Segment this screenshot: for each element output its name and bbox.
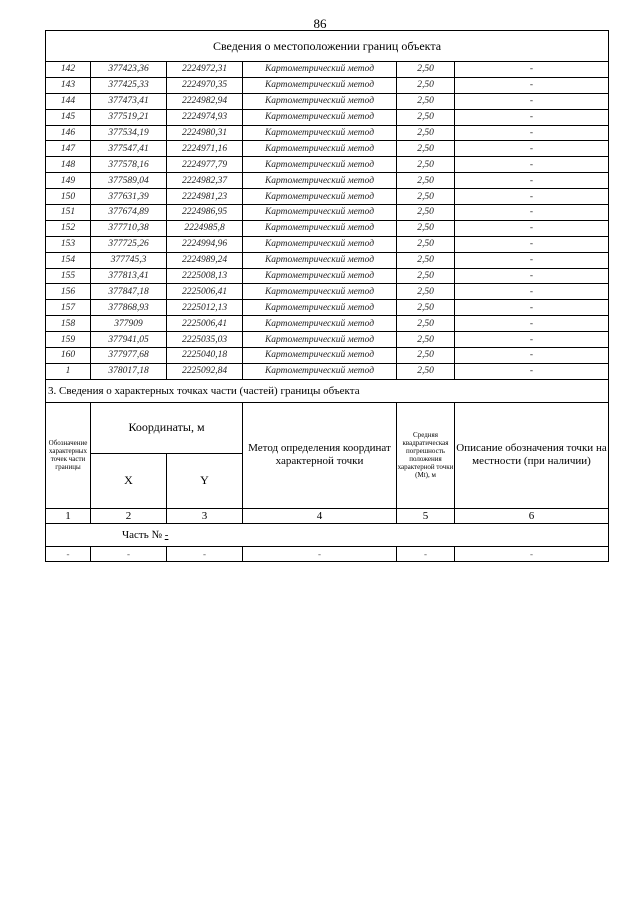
point-number: 160: [46, 348, 91, 364]
method: Картометрический метод: [243, 268, 397, 284]
description: -: [455, 300, 609, 316]
col-number: 5: [397, 508, 455, 523]
col-number: 2: [91, 508, 167, 523]
mt-value: 2,50: [397, 141, 455, 157]
method: Картометрический метод: [243, 93, 397, 109]
header-x: X: [91, 453, 167, 508]
method: Картометрический метод: [243, 348, 397, 364]
coord-y: 2225040,18: [167, 348, 243, 364]
table-row: [46, 62, 609, 78]
coord-x: 377631,39: [91, 189, 167, 205]
method: Картометрический метод: [243, 236, 397, 252]
section1-title-row: [46, 31, 609, 62]
description: -: [455, 189, 609, 205]
part-row: [46, 523, 609, 546]
section3-title: 3. Сведения о характерных точках части (частей) границы объекта: [46, 379, 609, 402]
header-y: Y: [167, 453, 243, 508]
point-number: 143: [46, 77, 91, 93]
coord-x: 377909: [91, 316, 167, 332]
description: -: [455, 205, 609, 221]
col-number: 6: [455, 508, 609, 523]
empty-cell: -: [397, 546, 455, 561]
coord-x: 377578,16: [91, 157, 167, 173]
mt-value: 2,50: [397, 93, 455, 109]
coord-x: 377941,05: [91, 332, 167, 348]
mt-value: 2,50: [397, 77, 455, 93]
header-method: Метод определения координат характерной точки: [243, 402, 397, 508]
mt-value: 2,50: [397, 284, 455, 300]
coord-y: 2224981,23: [167, 189, 243, 205]
empty-cell: -: [167, 546, 243, 561]
page-number: 86: [313, 16, 327, 31]
method: Картометрический метод: [243, 205, 397, 221]
description: -: [455, 268, 609, 284]
point-number: 152: [46, 220, 91, 236]
col-number: 4: [243, 508, 397, 523]
coord-x: 377977,68: [91, 348, 167, 364]
coord-y: 2225006,41: [167, 316, 243, 332]
empty-cell: -: [91, 546, 167, 561]
point-number: 142: [46, 62, 91, 78]
description: -: [455, 220, 609, 236]
method: Картометрический метод: [243, 173, 397, 189]
table-row: [46, 157, 609, 173]
method: Картометрический метод: [243, 189, 397, 205]
method: Картометрический метод: [243, 141, 397, 157]
coord-y: 2225035,03: [167, 332, 243, 348]
point-number: 158: [46, 316, 91, 332]
coord-x: 377710,38: [91, 220, 167, 236]
mt-value: 2,50: [397, 157, 455, 173]
coord-y: 2224986,95: [167, 205, 243, 221]
table-row: [46, 220, 609, 236]
coord-y: 2224994,96: [167, 236, 243, 252]
point-number: 148: [46, 157, 91, 173]
header-desc: Описание обозначения точки на местности (при наличии): [455, 402, 609, 508]
description: -: [455, 125, 609, 141]
mt-value: 2,50: [397, 363, 455, 379]
description: -: [455, 236, 609, 252]
description: -: [455, 363, 609, 379]
mt-value: 2,50: [397, 236, 455, 252]
part-value: -: [164, 528, 169, 541]
coord-y: 2224985,8: [167, 220, 243, 236]
description: -: [455, 348, 609, 364]
coord-y: 2224982,37: [167, 173, 243, 189]
description: -: [455, 109, 609, 125]
description: -: [455, 173, 609, 189]
empty-row: [46, 546, 609, 561]
description: -: [455, 332, 609, 348]
description: -: [455, 141, 609, 157]
column-numbers-row: [46, 508, 609, 523]
method: Картометрический метод: [243, 77, 397, 93]
coord-x: 377589,04: [91, 173, 167, 189]
table-row: [46, 300, 609, 316]
mt-value: 2,50: [397, 62, 455, 78]
method: Картометрический метод: [243, 332, 397, 348]
mt-value: 2,50: [397, 348, 455, 364]
table-row: [46, 93, 609, 109]
point-number: 145: [46, 109, 91, 125]
coord-y: 2224989,24: [167, 252, 243, 268]
coord-x: 377868,93: [91, 300, 167, 316]
empty-cell: -: [455, 546, 609, 561]
col-number: 3: [167, 508, 243, 523]
coord-x: 377745,3: [91, 252, 167, 268]
header-coords: Координаты, м: [91, 402, 243, 453]
table-row: [46, 332, 609, 348]
mt-value: 2,50: [397, 252, 455, 268]
section3-header-row1: [46, 402, 609, 453]
description: -: [455, 62, 609, 78]
coord-x: 377847,18: [91, 284, 167, 300]
table-row: [46, 189, 609, 205]
header-point: Обозначение характерных точек части границы: [46, 402, 91, 508]
point-number: 159: [46, 332, 91, 348]
coord-y: 2225092,84: [167, 363, 243, 379]
table-row: [46, 109, 609, 125]
coord-y: 2224972,31: [167, 62, 243, 78]
method: Картометрический метод: [243, 252, 397, 268]
point-number: 149: [46, 173, 91, 189]
point-number: 144: [46, 93, 91, 109]
method: Картометрический метод: [243, 125, 397, 141]
coord-x: 377473,41: [91, 93, 167, 109]
mt-value: 2,50: [397, 220, 455, 236]
table-row: [46, 348, 609, 364]
description: -: [455, 157, 609, 173]
coord-x: 377674,89: [91, 205, 167, 221]
point-number: 150: [46, 189, 91, 205]
part-label: Часть №: [122, 528, 162, 541]
mt-value: 2,50: [397, 125, 455, 141]
coord-x: 377423,36: [91, 62, 167, 78]
coord-y: 2224970,35: [167, 77, 243, 93]
coord-y: 2224982,94: [167, 93, 243, 109]
mt-value: 2,50: [397, 189, 455, 205]
coord-y: 2225012,13: [167, 300, 243, 316]
section1-rows: [46, 62, 609, 380]
mt-value: 2,50: [397, 173, 455, 189]
point-number: 151: [46, 205, 91, 221]
point-number: 157: [46, 300, 91, 316]
table-row: [46, 77, 609, 93]
empty-cell: -: [243, 546, 397, 561]
description: -: [455, 252, 609, 268]
part-cell: [46, 523, 609, 546]
document-sheet: [45, 30, 608, 562]
point-number: 156: [46, 284, 91, 300]
table-row: [46, 173, 609, 189]
table-row: [46, 268, 609, 284]
method: Картометрический метод: [243, 284, 397, 300]
coord-y: 2225006,41: [167, 284, 243, 300]
point-number: 155: [46, 268, 91, 284]
coord-y: 2224974,93: [167, 109, 243, 125]
section3-title-row: [46, 379, 609, 402]
mt-value: 2,50: [397, 268, 455, 284]
method: Картометрический метод: [243, 62, 397, 78]
table-row: [46, 125, 609, 141]
method: Картометрический метод: [243, 300, 397, 316]
method: Картометрический метод: [243, 220, 397, 236]
coord-x: 377519,21: [91, 109, 167, 125]
boundary-table: [45, 30, 609, 562]
coord-y: 2224980,31: [167, 125, 243, 141]
method: Картометрический метод: [243, 316, 397, 332]
point-number: 1: [46, 363, 91, 379]
coord-y: 2224971,16: [167, 141, 243, 157]
header-mt: Средняя квадратическая погрешность положения характерной точки (Mt), м: [397, 402, 455, 508]
method: Картометрический метод: [243, 363, 397, 379]
method: Картометрический метод: [243, 157, 397, 173]
description: -: [455, 93, 609, 109]
table-row: [46, 205, 609, 221]
table-row: [46, 252, 609, 268]
coord-y: 2225008,13: [167, 268, 243, 284]
coord-x: 378017,18: [91, 363, 167, 379]
mt-value: 2,50: [397, 300, 455, 316]
table-row: [46, 284, 609, 300]
coord-x: 377813,41: [91, 268, 167, 284]
description: -: [455, 77, 609, 93]
coord-y: 2224977,79: [167, 157, 243, 173]
table-row: [46, 236, 609, 252]
table-row: [46, 363, 609, 379]
section1-title: Сведения о местоположении границ объекта: [46, 31, 609, 62]
description: -: [455, 316, 609, 332]
coord-x: 377725,26: [91, 236, 167, 252]
mt-value: 2,50: [397, 332, 455, 348]
description: -: [455, 284, 609, 300]
point-number: 147: [46, 141, 91, 157]
method: Картометрический метод: [243, 109, 397, 125]
point-number: 146: [46, 125, 91, 141]
mt-value: 2,50: [397, 316, 455, 332]
table-row: [46, 141, 609, 157]
point-number: 154: [46, 252, 91, 268]
point-number: 153: [46, 236, 91, 252]
empty-cell: -: [46, 546, 91, 561]
mt-value: 2,50: [397, 205, 455, 221]
coord-x: 377425,33: [91, 77, 167, 93]
col-number: 1: [46, 508, 91, 523]
coord-x: 377534,19: [91, 125, 167, 141]
coord-x: 377547,41: [91, 141, 167, 157]
table-row: [46, 316, 609, 332]
mt-value: 2,50: [397, 109, 455, 125]
